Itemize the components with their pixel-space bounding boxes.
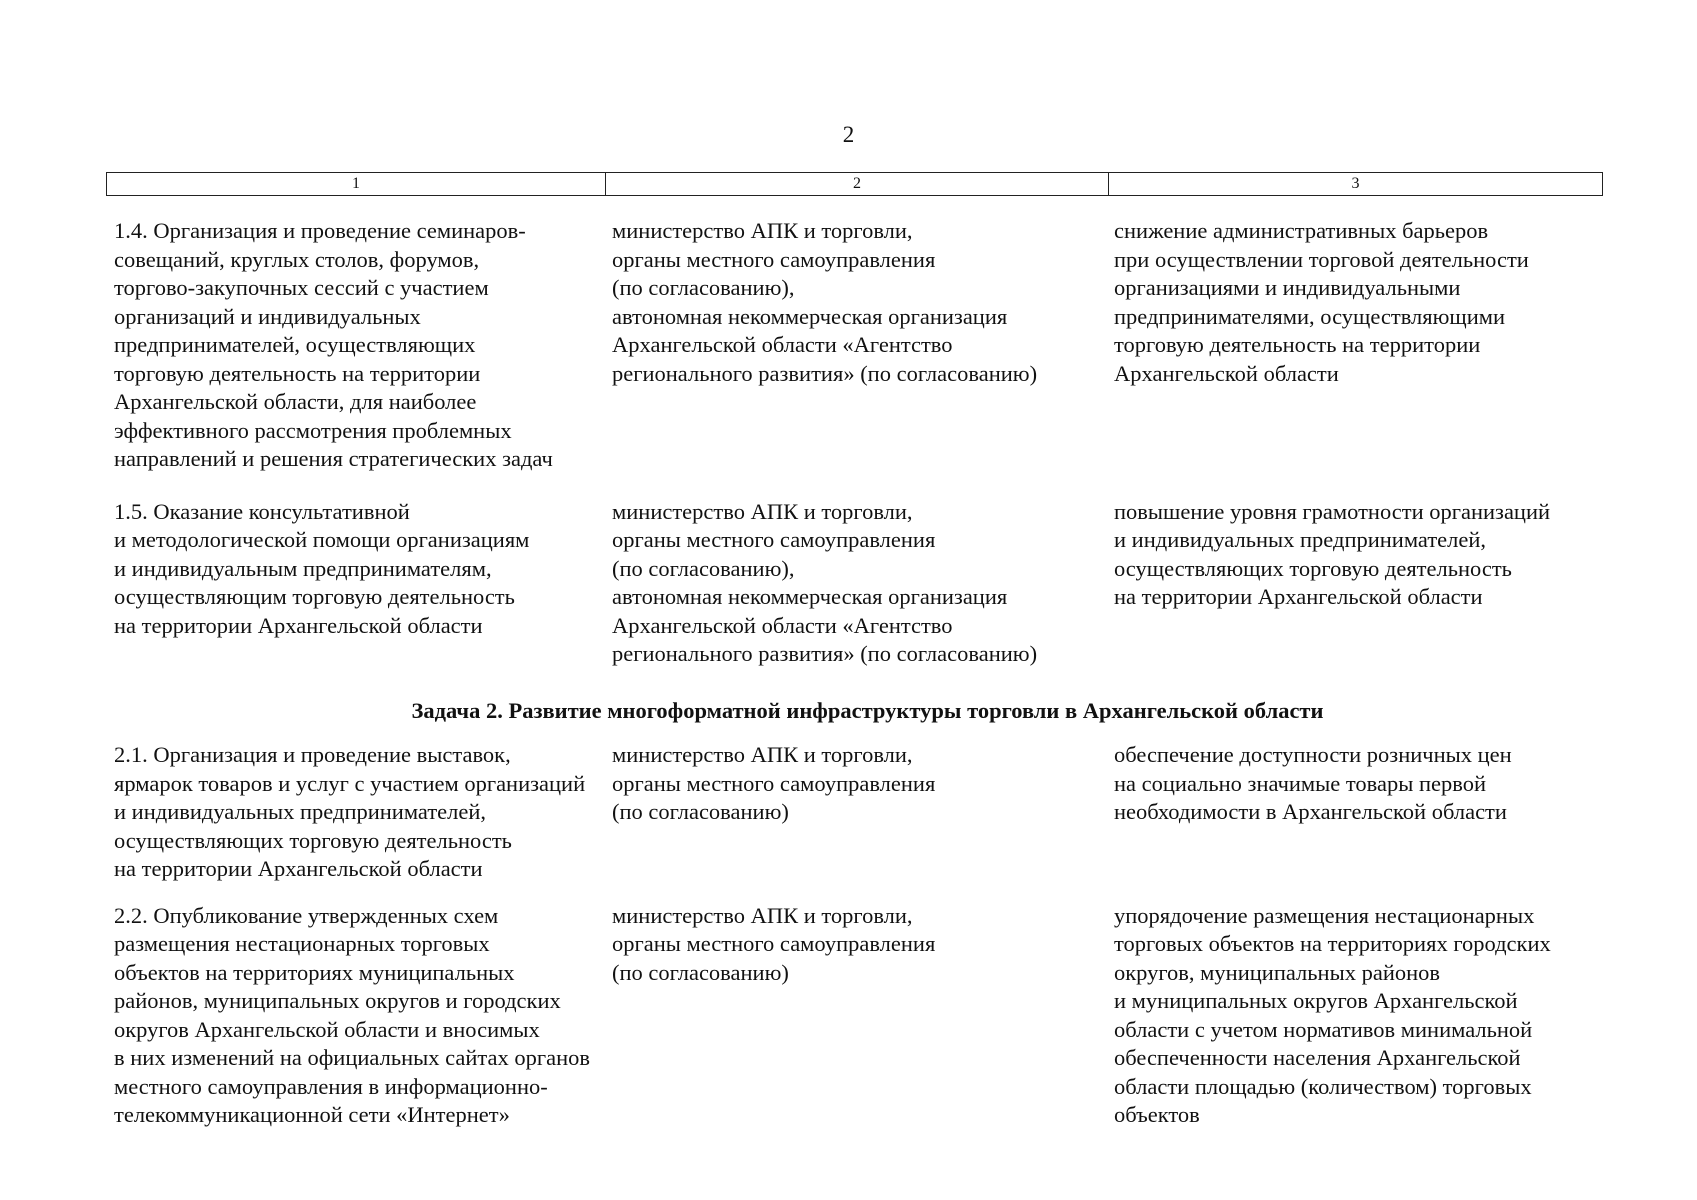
text-line: организациями и индивидуальными [1114, 275, 1461, 300]
text-line: телекоммуникационной сети «Интернет» [114, 1102, 510, 1127]
text-line: обеспечение доступности розничных цен [1114, 742, 1512, 767]
table-row-2-2 [106, 902, 1599, 1130]
text-line: области с учетом нормативов минимальной [1114, 1016, 1533, 1042]
text-line: и муниципальных округов Архангельской [1114, 988, 1518, 1013]
text-line: регионального развития» (по согласованию) [612, 641, 1038, 666]
result-cell [1106, 498, 1599, 669]
text-line: министерство АПК и торговли, [612, 498, 913, 524]
measure-cell [106, 741, 604, 884]
text-line: районов, муниципальных округов и городских [114, 988, 561, 1013]
text-line: автономная некоммерческая организация [612, 303, 1008, 329]
text-line: торговых объектов на территориях городских [1114, 931, 1551, 956]
column-number-2: 2 [606, 173, 1109, 196]
page-number: 2 [842, 122, 855, 147]
table-row-1-4 [106, 217, 1599, 474]
row-spacer [106, 474, 1599, 498]
text-line: при осуществлении торговой деятельности [1114, 246, 1529, 272]
text-line: регионального развития» (по согласованию) [612, 360, 1038, 386]
text-line: (по согласованию), [612, 555, 795, 581]
row-spacer [106, 884, 1599, 902]
text-line: органы местного самоуправления [612, 246, 936, 272]
text-line: осуществляющим торговую деятельность [114, 584, 515, 609]
text-line: автономная некоммерческая организация [612, 584, 1008, 609]
text-line: 1.4. Организация и проведение семинаров- [114, 218, 526, 243]
text-line: и индивидуальных предпринимателей, [1114, 527, 1487, 552]
executors-cell [604, 498, 1106, 669]
text-line: 1.5. Оказание консультативной [114, 498, 410, 524]
text-line: объектов [1114, 1102, 1200, 1127]
text-line: (по согласованию), [612, 275, 795, 300]
text-line: объектов на территориях муниципальных [114, 959, 515, 985]
text-line: эффективного рассмотрения проблемных [114, 417, 512, 443]
text-line: органы местного самоуправления [612, 527, 936, 552]
text-line: предпринимателей, осуществляющих [114, 332, 476, 357]
row-spacer [106, 669, 1599, 697]
text-line: торговую деятельность на территории [114, 360, 481, 386]
executors-cell [604, 217, 1106, 474]
text-line: Архангельской области «Агентство [612, 332, 953, 357]
text-line: Архангельской области «Агентство [612, 612, 953, 638]
text-line: обеспеченности населения Архангельской [1114, 1045, 1521, 1070]
text-line: и индивидуальных предпринимателей, [114, 799, 487, 824]
plan-content [106, 217, 1599, 1130]
text-line: органы местного самоуправления [612, 931, 936, 956]
text-line: размещения нестационарных торговых [114, 931, 490, 956]
text-line: торгово-закупочных сессий с участием [114, 275, 489, 300]
text-line: предпринимателями, осуществляющими [1114, 303, 1506, 329]
table-row-1-5 [106, 498, 1599, 669]
text-line: Архангельской области [1114, 360, 1339, 386]
text-line: министерство АПК и торговли, [612, 902, 913, 928]
text-line: в них изменений на официальных сайтах органов [114, 1045, 591, 1070]
text-line: осуществляющих торговую деятельность [1114, 555, 1512, 581]
text-line: осуществляющих торговую деятельность [114, 827, 512, 853]
text-line: ярмарок товаров и услуг с участием организаций [114, 770, 586, 796]
text-line: округов, муниципальных районов [1114, 959, 1441, 985]
column-number-header [106, 172, 1603, 196]
text-line: области площадью (количеством) торговых [1114, 1073, 1532, 1099]
text-line: 2.2. Опубликование утвержденных схем [114, 902, 499, 928]
text-line: на территории Архангельской области [1114, 584, 1483, 609]
table-row-2-1 [106, 741, 1599, 884]
text-line: (по согласованию) [612, 959, 789, 985]
text-line: округов Архангельской области и вносимых [114, 1016, 540, 1042]
text-line: органы местного самоуправления [612, 770, 936, 796]
row-spacer [106, 725, 1599, 741]
text-line: необходимости в Архангельской области [1114, 799, 1507, 824]
text-line: упорядочение размещения нестационарных [1114, 902, 1535, 928]
column-number-1: 1 [107, 173, 606, 196]
text-line: 2.1. Организация и проведение выставок, [114, 742, 511, 767]
result-cell [1106, 902, 1599, 1130]
result-cell [1106, 217, 1599, 474]
measure-cell [106, 498, 604, 669]
text-line: на территории Архангельской области [114, 856, 483, 881]
text-line: совещаний, круглых столов, форумов, [114, 246, 480, 272]
text-line: министерство АПК и торговли, [612, 218, 913, 243]
executors-cell [604, 902, 1106, 1130]
text-line: повышение уровня грамотности организаций [1114, 498, 1551, 524]
text-line: на территории Архангельской области [114, 612, 483, 638]
text-line: Архангельской области, для наиболее [114, 389, 477, 414]
measure-cell [106, 902, 604, 1130]
text-line: местного самоуправления в информационно- [114, 1073, 548, 1099]
text-line: (по согласованию) [612, 799, 789, 824]
result-cell [1106, 741, 1599, 884]
text-line: министерство АПК и торговли, [612, 742, 913, 767]
text-line: и индивидуальным предпринимателям, [114, 555, 492, 581]
text-line: торговую деятельность на территории [1114, 332, 1481, 357]
text-line: направлений и решения стратегических задач [114, 446, 553, 471]
executors-cell [604, 741, 1106, 884]
text-line: и методологической помощи организациям [114, 527, 530, 552]
task-heading: Задача 2. Развитие многоформатной инфраструктуры торговли в Архангельской области [411, 697, 1324, 723]
text-line: на социально значимые товары первой [1114, 770, 1487, 796]
column-number-3: 3 [1109, 173, 1603, 196]
measure-cell [106, 217, 604, 474]
text-line: организаций и индивидуальных [114, 303, 421, 329]
text-line: снижение административных барьеров [1114, 218, 1489, 243]
